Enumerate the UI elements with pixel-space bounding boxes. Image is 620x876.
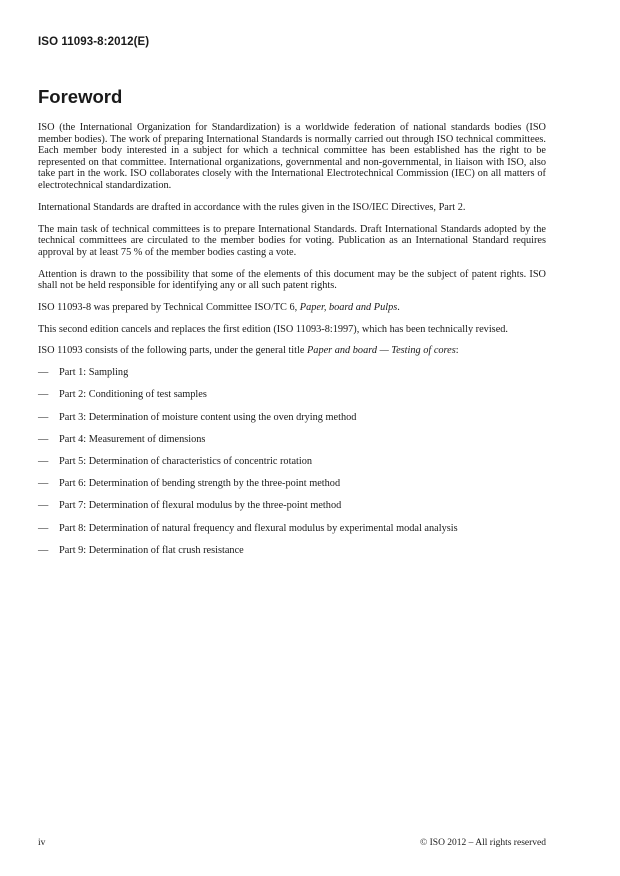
list-item	[38, 412, 546, 424]
dash-marker: —	[38, 411, 49, 423]
paragraph-iso-intro: ISO (the International Organization for Standardization) is a worldwide federation of national standards bodies (ISO member bodies). The work of preparing International Standards is normally carried out through ISO technical committees. Each member body interested in a subject for which a technical committee has been established has the right to be represented on that committee. International organizations, governmental and non-governmental, in liaison with ISO, also take part in the work. ISO collaborates closely with the International Electrotechnical Commission (IEC) on all matters of electrotechnical standardization.	[38, 122, 546, 191]
paragraph-directives: International Standards are drafted in accordance with the rules given in the ISO/IEC Directives, Part 2.	[38, 201, 466, 213]
prepared-by-text: ISO 11093-8 was prepared by Technical Committee ISO/TC 6,	[38, 301, 300, 313]
part-label: Part 6: Determination of bending strength by the three-point method	[59, 478, 341, 490]
general-title: Paper and board — Testing of cores	[307, 345, 456, 357]
list-item	[38, 389, 546, 401]
list-item	[38, 367, 546, 379]
paragraph-patent-rights: Attention is drawn to the possibility that some of the elements of this document may be the subject of patent rights. ISO shall not be held responsible for identifying any or all such patent rights.	[38, 268, 546, 292]
dash-marker: —	[38, 500, 49, 512]
dash-marker: —	[38, 478, 49, 490]
part-label: Part 8: Determination of natural frequency and flexural modulus by experimental modal analysis	[59, 522, 458, 534]
paragraph-edition: This second edition cancels and replaces the first edition (ISO 11093-8:1997), which has been technically revised.	[38, 323, 508, 335]
committee-name: Paper, board and Pulps	[299, 301, 398, 313]
list-item	[38, 545, 546, 557]
dash-marker: —	[38, 433, 49, 445]
part-label: Part 7: Determination of flexural modulus by the three-point method	[59, 500, 342, 512]
page-number: iv	[38, 838, 46, 848]
part-label: Part 1: Sampling	[59, 367, 129, 379]
parts-list	[38, 367, 546, 556]
part-label: Part 3: Determination of moisture content using the oven drying method	[59, 411, 357, 423]
list-item	[38, 434, 546, 446]
part-label: Part 5: Determination of characteristics of concentric rotation	[59, 455, 313, 467]
paragraph-parts-intro	[38, 345, 546, 357]
part-label: Part 4: Measurement of dimensions	[59, 433, 206, 445]
dash-marker: —	[38, 389, 49, 401]
page-title: Foreword	[38, 86, 123, 107]
document-id-header: ISO 11093-8:2012(E)	[38, 36, 150, 48]
parts-intro-text: ISO 11093 consists of the following parts, under the general title	[38, 345, 308, 357]
copyright-notice: © ISO 2012 – All rights reserved	[420, 838, 546, 848]
part-label: Part 2: Conditioning of test samples	[59, 389, 207, 401]
paragraph-committees: The main task of technical committees is to prepare International Standards. Draft International Standards adopted by the technical committees are circulated to the member bodies for voting. Publication as an International Standard requires approval by at least 75 % of the member bodies casting a vote.	[38, 223, 546, 258]
list-item	[38, 523, 546, 535]
part-label: Part 9: Determination of flat crush resistance	[59, 544, 244, 556]
list-item	[38, 500, 546, 512]
list-item	[38, 456, 546, 468]
prepared-by-suffix: .	[397, 301, 400, 313]
foreword-body	[38, 122, 546, 567]
dash-marker: —	[38, 544, 49, 556]
paragraph-prepared-by	[38, 302, 546, 314]
dash-marker: —	[38, 522, 49, 534]
dash-marker: —	[38, 367, 49, 379]
list-item	[38, 478, 546, 490]
dash-marker: —	[38, 455, 49, 467]
parts-intro-suffix: :	[455, 345, 459, 357]
